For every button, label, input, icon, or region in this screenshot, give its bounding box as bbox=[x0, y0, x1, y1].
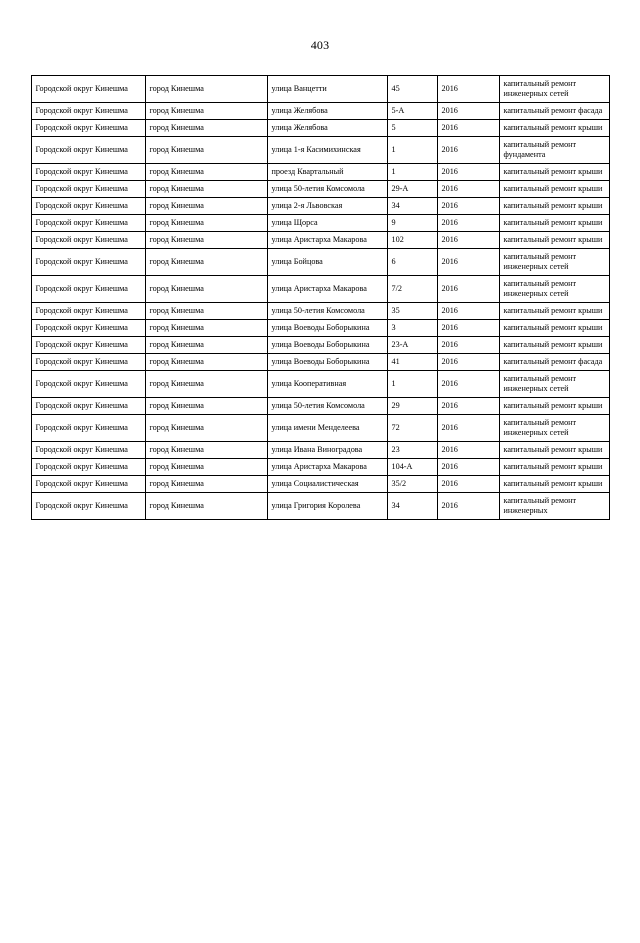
cell-work: капитальный ремонт крыши bbox=[499, 459, 609, 476]
cell-street: улица Воеводы Боборыкина bbox=[267, 320, 387, 337]
cell-district: Городской округ Кинешма bbox=[31, 181, 145, 198]
cell-house: 23-А bbox=[387, 337, 437, 354]
cell-house: 23 bbox=[387, 442, 437, 459]
cell-work: капитальный ремонт крыши bbox=[499, 320, 609, 337]
cell-district: Городской округ Кинешма bbox=[31, 215, 145, 232]
cell-work: капитальный ремонт фасада bbox=[499, 103, 609, 120]
cell-year: 2016 bbox=[437, 337, 499, 354]
table-row bbox=[31, 164, 609, 181]
cell-house: 5 bbox=[387, 120, 437, 137]
table-row bbox=[31, 76, 609, 103]
cell-city: город Кинешма bbox=[145, 371, 267, 398]
cell-city: город Кинешма bbox=[145, 354, 267, 371]
table-row bbox=[31, 249, 609, 276]
cell-year: 2016 bbox=[437, 249, 499, 276]
cell-work: капитальный ремонт инженерных сетей bbox=[499, 249, 609, 276]
cell-district: Городской округ Кинешма bbox=[31, 320, 145, 337]
table-row bbox=[31, 415, 609, 442]
document-page bbox=[0, 38, 640, 943]
cell-year: 2016 bbox=[437, 120, 499, 137]
cell-district: Городской округ Кинешма bbox=[31, 76, 145, 103]
cell-house: 34 bbox=[387, 493, 437, 520]
cell-year: 2016 bbox=[437, 181, 499, 198]
cell-work: капитальный ремонт фасада bbox=[499, 354, 609, 371]
table-body bbox=[31, 76, 609, 520]
cell-work: капитальный ремонт крыши bbox=[499, 164, 609, 181]
cell-street: улица Бойцова bbox=[267, 249, 387, 276]
cell-city: город Кинешма bbox=[145, 398, 267, 415]
cell-city: город Кинешма bbox=[145, 276, 267, 303]
cell-house: 41 bbox=[387, 354, 437, 371]
cell-work: капитальный ремонт крыши bbox=[499, 181, 609, 198]
table-row bbox=[31, 181, 609, 198]
cell-district: Городской округ Кинешма bbox=[31, 415, 145, 442]
cell-street: улица Аристарха Макарова bbox=[267, 276, 387, 303]
cell-city: город Кинешма bbox=[145, 120, 267, 137]
cell-district: Городской округ Кинешма bbox=[31, 337, 145, 354]
cell-district: Городской округ Кинешма bbox=[31, 459, 145, 476]
cell-house: 34 bbox=[387, 198, 437, 215]
cell-district: Городской округ Кинешма bbox=[31, 442, 145, 459]
cell-city: город Кинешма bbox=[145, 215, 267, 232]
cell-street: улица Желябова bbox=[267, 120, 387, 137]
cell-street: улица Ванцетти bbox=[267, 76, 387, 103]
table-row bbox=[31, 137, 609, 164]
cell-city: город Кинешма bbox=[145, 164, 267, 181]
table-row bbox=[31, 442, 609, 459]
cell-year: 2016 bbox=[437, 398, 499, 415]
cell-year: 2016 bbox=[437, 371, 499, 398]
cell-work: капитальный ремонт крыши bbox=[499, 232, 609, 249]
cell-year: 2016 bbox=[437, 76, 499, 103]
cell-district: Городской округ Кинешма bbox=[31, 103, 145, 120]
table-row bbox=[31, 198, 609, 215]
cell-street: улица 1-я Касимихинская bbox=[267, 137, 387, 164]
cell-year: 2016 bbox=[437, 198, 499, 215]
cell-district: Городской округ Кинешма bbox=[31, 120, 145, 137]
cell-city: город Кинешма bbox=[145, 476, 267, 493]
cell-year: 2016 bbox=[437, 476, 499, 493]
cell-street: улица Григория Королева bbox=[267, 493, 387, 520]
cell-work: капитальный ремонт крыши bbox=[499, 398, 609, 415]
cell-street: улица 50-летия Комсомола bbox=[267, 181, 387, 198]
table-row bbox=[31, 276, 609, 303]
cell-street: улица 50-летия Комсомола bbox=[267, 398, 387, 415]
cell-city: город Кинешма bbox=[145, 415, 267, 442]
cell-street: улица Аристарха Макарова bbox=[267, 232, 387, 249]
cell-work: капитальный ремонт крыши bbox=[499, 442, 609, 459]
cell-city: город Кинешма bbox=[145, 232, 267, 249]
cell-house: 1 bbox=[387, 164, 437, 181]
cell-house: 7/2 bbox=[387, 276, 437, 303]
cell-work: капитальный ремонт инженерных сетей bbox=[499, 76, 609, 103]
table-row bbox=[31, 354, 609, 371]
cell-house: 6 bbox=[387, 249, 437, 276]
cell-house: 35/2 bbox=[387, 476, 437, 493]
cell-district: Городской округ Кинешма bbox=[31, 164, 145, 181]
cell-year: 2016 bbox=[437, 320, 499, 337]
cell-house: 35 bbox=[387, 303, 437, 320]
cell-city: город Кинешма bbox=[145, 76, 267, 103]
cell-street: улица Кооперативная bbox=[267, 371, 387, 398]
cell-work: капитальный ремонт крыши bbox=[499, 337, 609, 354]
table-row bbox=[31, 476, 609, 493]
cell-year: 2016 bbox=[437, 303, 499, 320]
table-row bbox=[31, 493, 609, 520]
cell-district: Городской округ Кинешма bbox=[31, 493, 145, 520]
cell-year: 2016 bbox=[437, 164, 499, 181]
cell-house: 29 bbox=[387, 398, 437, 415]
cell-house: 9 bbox=[387, 215, 437, 232]
cell-year: 2016 bbox=[437, 493, 499, 520]
cell-district: Городской округ Кинешма bbox=[31, 232, 145, 249]
cell-city: город Кинешма bbox=[145, 103, 267, 120]
cell-street: улица Социалистическая bbox=[267, 476, 387, 493]
cell-district: Городской округ Кинешма bbox=[31, 137, 145, 164]
cell-street: проезд Квартальный bbox=[267, 164, 387, 181]
table-row bbox=[31, 215, 609, 232]
cell-work: капитальный ремонт инженерных сетей bbox=[499, 276, 609, 303]
cell-street: улица Аристарха Макарова bbox=[267, 459, 387, 476]
cell-district: Городской округ Кинешма bbox=[31, 303, 145, 320]
cell-year: 2016 bbox=[437, 276, 499, 303]
table-row bbox=[31, 320, 609, 337]
cell-year: 2016 bbox=[437, 137, 499, 164]
cell-street: улица Ивана Виноградова bbox=[267, 442, 387, 459]
cell-work: капитальный ремонт крыши bbox=[499, 198, 609, 215]
cell-work: капитальный ремонт инженерных сетей bbox=[499, 415, 609, 442]
cell-street: улица имени Менделеева bbox=[267, 415, 387, 442]
cell-city: город Кинешма bbox=[145, 137, 267, 164]
cell-city: город Кинешма bbox=[145, 249, 267, 276]
cell-city: город Кинешма bbox=[145, 459, 267, 476]
cell-house: 1 bbox=[387, 371, 437, 398]
table-row bbox=[31, 371, 609, 398]
cell-city: город Кинешма bbox=[145, 442, 267, 459]
cell-district: Городской округ Кинешма bbox=[31, 371, 145, 398]
cell-street: улица Воеводы Боборыкина bbox=[267, 337, 387, 354]
table-row bbox=[31, 103, 609, 120]
table-row bbox=[31, 303, 609, 320]
cell-house: 45 bbox=[387, 76, 437, 103]
page-number: 403 bbox=[310, 38, 330, 52]
cell-work: капитальный ремонт инженерных сетей bbox=[499, 371, 609, 398]
cell-house: 3 bbox=[387, 320, 437, 337]
cell-work: капитальный ремонт крыши bbox=[499, 476, 609, 493]
cell-year: 2016 bbox=[437, 354, 499, 371]
cell-year: 2016 bbox=[437, 103, 499, 120]
table-row bbox=[31, 337, 609, 354]
table-row bbox=[31, 232, 609, 249]
cell-house: 72 bbox=[387, 415, 437, 442]
cell-year: 2016 bbox=[437, 442, 499, 459]
cell-city: город Кинешма bbox=[145, 198, 267, 215]
cell-street: улица Желябова bbox=[267, 103, 387, 120]
cell-city: город Кинешма bbox=[145, 320, 267, 337]
cell-district: Городской округ Кинешма bbox=[31, 398, 145, 415]
cell-district: Городской округ Кинешма bbox=[31, 476, 145, 493]
cell-street: улица 50-летия Комсомола bbox=[267, 303, 387, 320]
cell-city: город Кинешма bbox=[145, 337, 267, 354]
cell-work: капитальный ремонт крыши bbox=[499, 120, 609, 137]
cell-street: улица Щорса bbox=[267, 215, 387, 232]
cell-house: 29-А bbox=[387, 181, 437, 198]
cell-house: 1 bbox=[387, 137, 437, 164]
cell-house: 104-А bbox=[387, 459, 437, 476]
cell-city: город Кинешма bbox=[145, 493, 267, 520]
cell-street: улица 2-я Львовская bbox=[267, 198, 387, 215]
cell-district: Городской округ Кинешма bbox=[31, 198, 145, 215]
cell-city: город Кинешма bbox=[145, 303, 267, 320]
cell-district: Городской округ Кинешма bbox=[31, 249, 145, 276]
cell-city: город Кинешма bbox=[145, 181, 267, 198]
cell-street: улица Воеводы Боборыкина bbox=[267, 354, 387, 371]
cell-district: Городской округ Кинешма bbox=[31, 354, 145, 371]
cell-year: 2016 bbox=[437, 459, 499, 476]
cell-house: 102 bbox=[387, 232, 437, 249]
cell-year: 2016 bbox=[437, 232, 499, 249]
capital-repair-table bbox=[31, 75, 610, 520]
table-row bbox=[31, 459, 609, 476]
cell-work: капитальный ремонт крыши bbox=[499, 303, 609, 320]
cell-year: 2016 bbox=[437, 215, 499, 232]
cell-work: капитальный ремонт крыши bbox=[499, 215, 609, 232]
cell-work: капитальный ремонт инженерных bbox=[499, 493, 609, 520]
table-row bbox=[31, 398, 609, 415]
cell-district: Городской округ Кинешма bbox=[31, 276, 145, 303]
cell-work: капитальный ремонт фундамента bbox=[499, 137, 609, 164]
table-row bbox=[31, 120, 609, 137]
cell-year: 2016 bbox=[437, 415, 499, 442]
cell-house: 5-А bbox=[387, 103, 437, 120]
